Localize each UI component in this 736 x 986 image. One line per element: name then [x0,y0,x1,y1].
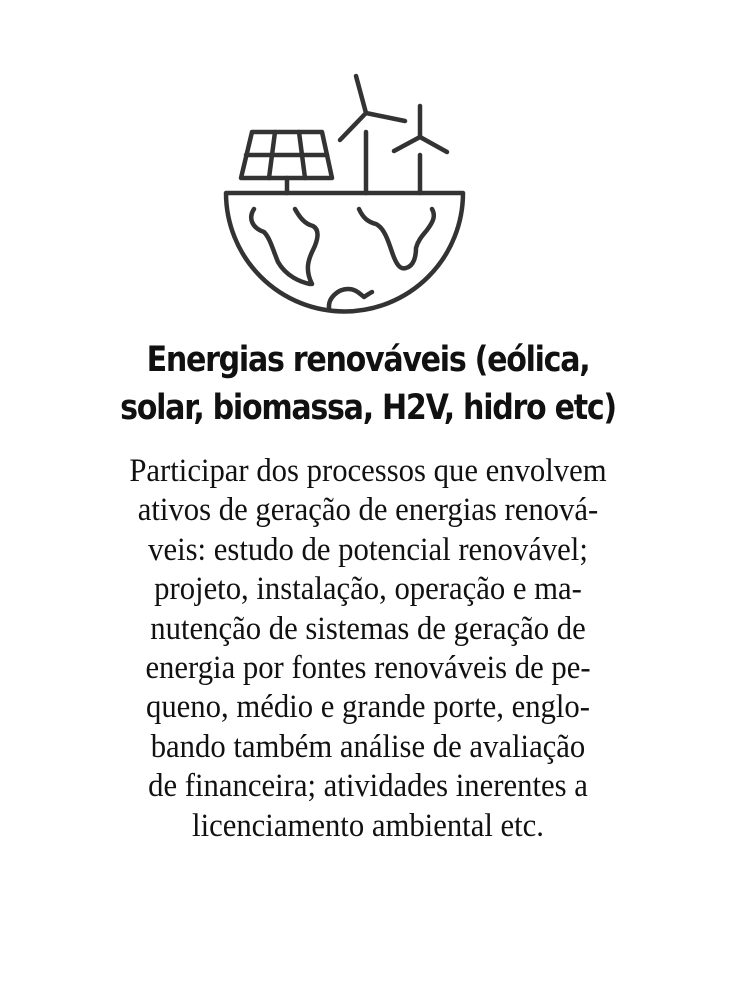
description-paragraph [26,452,710,846]
section-title-line-1: Energias renováveis (eólica, [146,340,590,380]
description-line: ativos de geração de energias renová- [137,492,599,529]
wind-turbine-icon [340,76,405,193]
globe-icon [226,193,463,311]
description-line: energia por fontes renováveis de pe- [145,650,591,687]
description-line: nutenção de sistemas de geração de [150,610,586,647]
solar-panel-icon [241,132,332,193]
renewable-energy-globe-icon [220,70,470,320]
description-line: bando também análise de avaliação [150,728,586,765]
description-line: projeto, instalação, operação e ma- [154,571,582,608]
description-line: Participar dos processos que envolvem [129,453,607,489]
description-line: veis: estudo de potencial renovável; [148,531,588,568]
description-line: licenciamento ambiental etc. [192,807,544,844]
section-title-line-2: solar, biomassa, H2V, hidro etc) [120,388,616,428]
section-title [52,336,685,432]
description-line: de financeira; atividades inerentes a [148,768,588,805]
description-line: queno, médio e grande porte, englo- [145,689,590,726]
